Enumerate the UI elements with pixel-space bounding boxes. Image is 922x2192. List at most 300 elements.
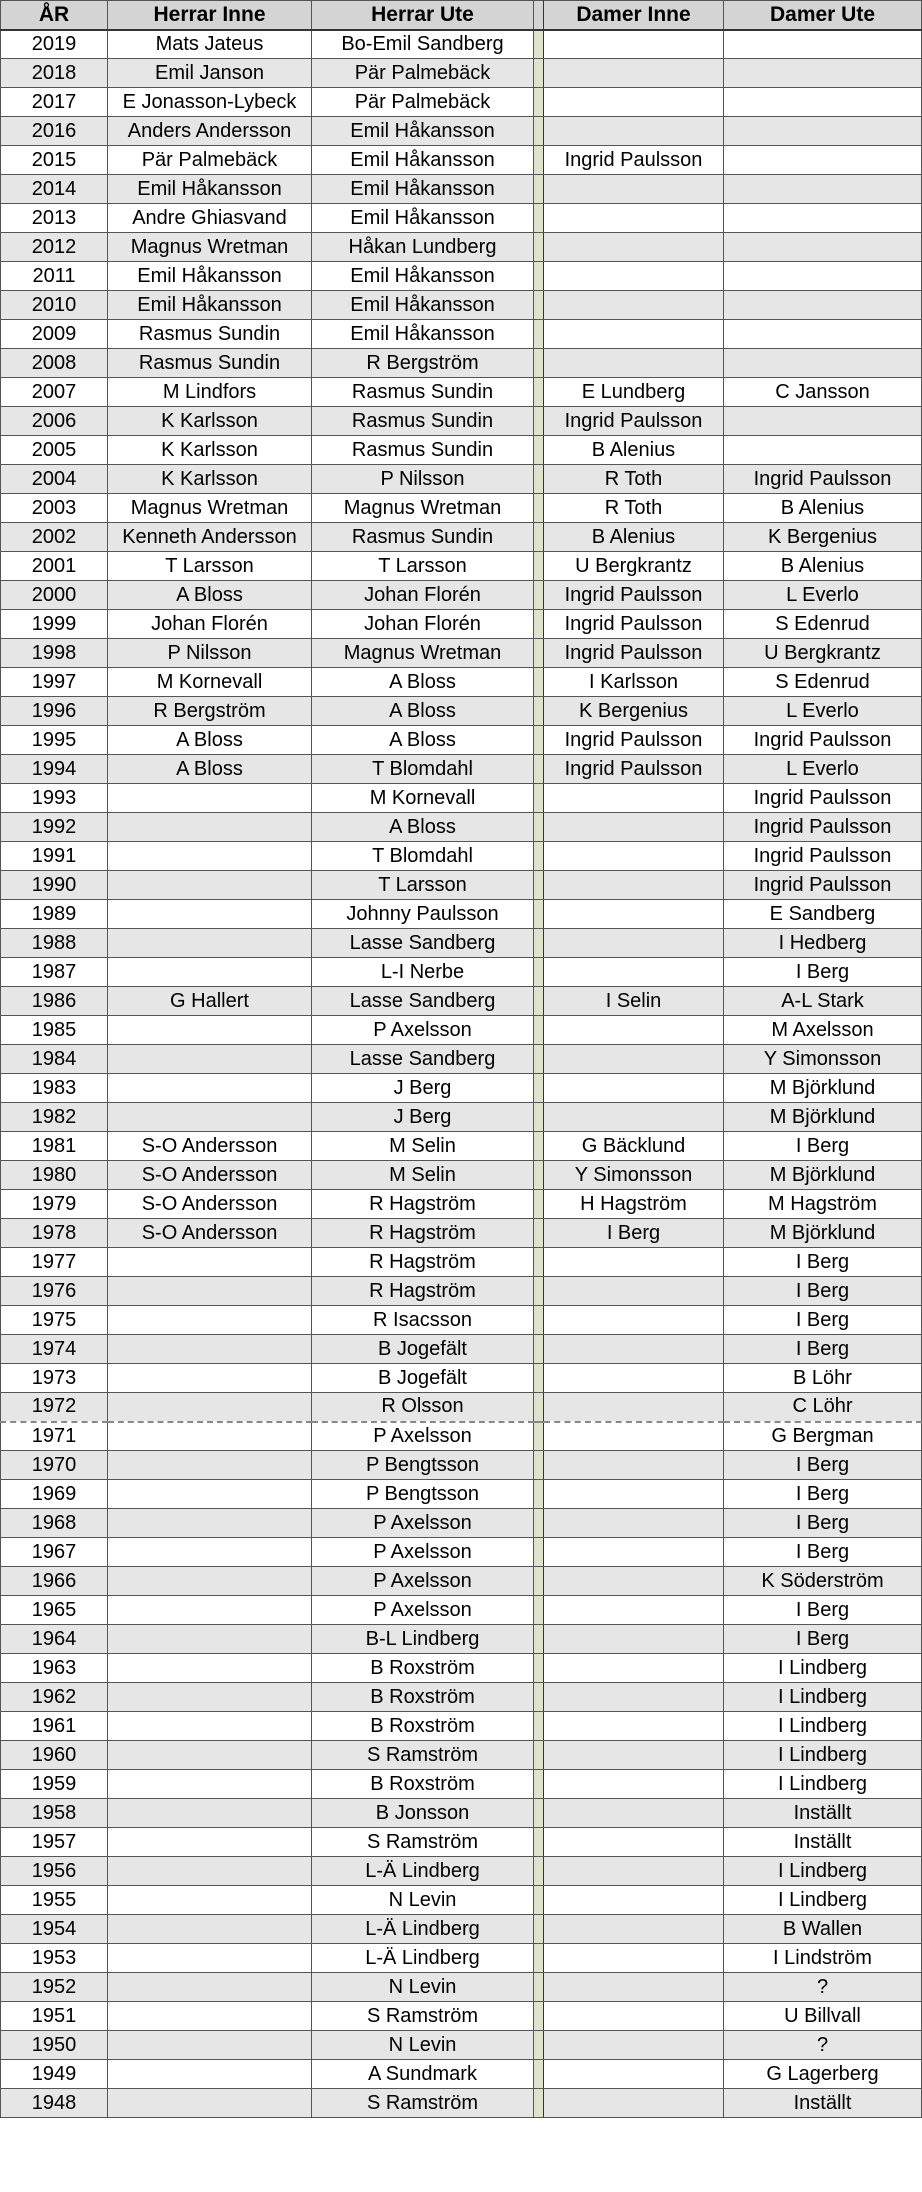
cell-herrar-ute: A Bloss [312, 726, 534, 755]
cell-damer-inne: Ingrid Paulsson [544, 726, 724, 755]
table-row [1, 1335, 922, 1364]
column-separator [534, 88, 544, 117]
cell-herrar-inne [108, 1567, 312, 1596]
column-separator [534, 987, 544, 1016]
cell-damer-ute: I Lindberg [724, 1770, 922, 1799]
cell-herrar-ute: T Larsson [312, 552, 534, 581]
header-herrar-inne: Herrar Inne [108, 1, 312, 30]
cell-damer-ute: I Hedberg [724, 929, 922, 958]
column-separator [534, 1451, 544, 1480]
cell-herrar-ute: Johan Florén [312, 610, 534, 639]
column-separator [534, 784, 544, 813]
cell-herrar-inne: M Lindfors [108, 378, 312, 407]
cell-damer-ute: M Axelsson [724, 1016, 922, 1045]
cell-damer-ute: I Berg [724, 1277, 922, 1306]
table-row [1, 958, 922, 987]
cell-damer-inne [544, 1857, 724, 1886]
table-row [1, 436, 922, 465]
column-separator [534, 610, 544, 639]
cell-year: 2006 [1, 407, 108, 436]
cell-herrar-inne [108, 1277, 312, 1306]
table-row [1, 175, 922, 204]
cell-herrar-ute: R Bergström [312, 349, 534, 378]
table-row [1, 1306, 922, 1335]
header-damer-inne: Damer Inne [544, 1, 724, 30]
cell-damer-inne [544, 1016, 724, 1045]
column-separator [534, 1480, 544, 1509]
cell-year: 1959 [1, 1770, 108, 1799]
table-row [1, 320, 922, 349]
cell-damer-inne: E Lundberg [544, 378, 724, 407]
column-separator [534, 59, 544, 88]
cell-damer-ute: I Berg [724, 1248, 922, 1277]
cell-damer-inne: Ingrid Paulsson [544, 610, 724, 639]
cell-herrar-ute: T Blomdahl [312, 842, 534, 871]
cell-damer-inne [544, 1451, 724, 1480]
cell-year: 2001 [1, 552, 108, 581]
cell-damer-inne [544, 320, 724, 349]
cell-damer-inne [544, 1248, 724, 1277]
column-separator [534, 1248, 544, 1277]
cell-herrar-ute: N Levin [312, 1973, 534, 2002]
column-separator [534, 2002, 544, 2031]
cell-damer-inne [544, 1915, 724, 1944]
cell-damer-inne [544, 1625, 724, 1654]
column-separator [534, 900, 544, 929]
table-row [1, 1625, 922, 1654]
cell-year: 1987 [1, 958, 108, 987]
cell-damer-inne [544, 1683, 724, 1712]
cell-herrar-ute: P Axelsson [312, 1422, 534, 1451]
cell-herrar-inne: Emil Håkansson [108, 291, 312, 320]
cell-year: 1999 [1, 610, 108, 639]
column-separator [534, 2060, 544, 2089]
table-row [1, 552, 922, 581]
cell-herrar-ute: P Axelsson [312, 1538, 534, 1567]
cell-herrar-inne [108, 958, 312, 987]
cell-herrar-ute: Pär Palmebäck [312, 59, 534, 88]
cell-damer-inne [544, 2031, 724, 2060]
cell-year: 1956 [1, 1857, 108, 1886]
column-separator [534, 320, 544, 349]
cell-herrar-inne: A Bloss [108, 755, 312, 784]
cell-herrar-inne [108, 1654, 312, 1683]
cell-damer-ute: Inställt [724, 1799, 922, 1828]
table-row [1, 987, 922, 1016]
cell-year: 1979 [1, 1190, 108, 1219]
column-separator [534, 1306, 544, 1335]
cell-herrar-ute: Magnus Wretman [312, 639, 534, 668]
cell-year: 1978 [1, 1219, 108, 1248]
cell-damer-ute: S Edenrud [724, 668, 922, 697]
column-separator [534, 349, 544, 378]
table-row [1, 726, 922, 755]
cell-herrar-inne [108, 1074, 312, 1103]
cell-herrar-inne [108, 1770, 312, 1799]
cell-damer-ute [724, 117, 922, 146]
cell-damer-inne [544, 2060, 724, 2089]
cell-damer-inne [544, 1480, 724, 1509]
cell-damer-inne: B Alenius [544, 436, 724, 465]
cell-damer-ute: I Lindberg [724, 1857, 922, 1886]
cell-damer-ute: L Everlo [724, 755, 922, 784]
column-separator [534, 1132, 544, 1161]
cell-herrar-ute: S Ramström [312, 1828, 534, 1857]
cell-damer-ute: Inställt [724, 2089, 922, 2118]
column-separator [534, 1857, 544, 1886]
cell-herrar-inne [108, 1016, 312, 1045]
cell-herrar-inne: Emil Håkansson [108, 175, 312, 204]
cell-year: 1977 [1, 1248, 108, 1277]
cell-herrar-ute: R Hagström [312, 1248, 534, 1277]
column-separator [534, 1277, 544, 1306]
cell-damer-ute: I Lindberg [724, 1654, 922, 1683]
cell-damer-inne [544, 1277, 724, 1306]
cell-herrar-inne [108, 2002, 312, 2031]
cell-year: 1981 [1, 1132, 108, 1161]
column-separator [534, 1538, 544, 1567]
cell-year: 2014 [1, 175, 108, 204]
cell-herrar-inne [108, 1480, 312, 1509]
cell-damer-inne: G Bäcklund [544, 1132, 724, 1161]
table-row [1, 117, 922, 146]
column-separator [534, 1625, 544, 1654]
cell-herrar-ute: L-Ä Lindberg [312, 1944, 534, 1973]
cell-herrar-ute: B Roxström [312, 1770, 534, 1799]
cell-herrar-inne [108, 1915, 312, 1944]
cell-damer-inne [544, 1741, 724, 1770]
cell-herrar-inne: Anders Andersson [108, 117, 312, 146]
cell-damer-inne: B Alenius [544, 523, 724, 552]
cell-damer-inne: Ingrid Paulsson [544, 146, 724, 175]
cell-year: 1982 [1, 1103, 108, 1132]
column-separator [534, 2089, 544, 2118]
cell-herrar-inne: T Larsson [108, 552, 312, 581]
cell-herrar-inne [108, 1306, 312, 1335]
cell-herrar-ute: Rasmus Sundin [312, 436, 534, 465]
cell-herrar-ute: B Roxström [312, 1683, 534, 1712]
cell-year: 2019 [1, 30, 108, 59]
table-row [1, 204, 922, 233]
column-separator [534, 494, 544, 523]
cell-herrar-ute: R Hagström [312, 1190, 534, 1219]
cell-damer-ute: M Hagström [724, 1190, 922, 1219]
cell-herrar-inne [108, 900, 312, 929]
cell-herrar-inne: E Jonasson-Lybeck [108, 88, 312, 117]
cell-herrar-ute: M Kornevall [312, 784, 534, 813]
cell-herrar-ute: R Olsson [312, 1393, 534, 1422]
cell-herrar-inne: G Hallert [108, 987, 312, 1016]
cell-damer-inne [544, 1509, 724, 1538]
cell-herrar-ute: Lasse Sandberg [312, 1045, 534, 1074]
cell-herrar-inne [108, 842, 312, 871]
cell-herrar-inne: K Karlsson [108, 465, 312, 494]
cell-damer-ute: I Berg [724, 1596, 922, 1625]
cell-damer-inne: R Toth [544, 494, 724, 523]
cell-damer-inne [544, 291, 724, 320]
cell-herrar-inne [108, 1451, 312, 1480]
cell-herrar-inne: Magnus Wretman [108, 233, 312, 262]
cell-year: 1971 [1, 1422, 108, 1451]
cell-damer-ute: C Löhr [724, 1393, 922, 1422]
cell-herrar-inne [108, 784, 312, 813]
table-row [1, 1799, 922, 1828]
cell-damer-ute: I Berg [724, 1480, 922, 1509]
cell-herrar-inne: K Karlsson [108, 436, 312, 465]
column-separator [534, 668, 544, 697]
cell-damer-inne [544, 1886, 724, 1915]
cell-herrar-inne [108, 1973, 312, 2002]
cell-year: 2005 [1, 436, 108, 465]
cell-damer-inne [544, 349, 724, 378]
column-separator [534, 291, 544, 320]
table-row [1, 1364, 922, 1393]
cell-herrar-ute: L-I Nerbe [312, 958, 534, 987]
cell-year: 2015 [1, 146, 108, 175]
cell-damer-ute [724, 175, 922, 204]
cell-damer-inne [544, 929, 724, 958]
cell-year: 1986 [1, 987, 108, 1016]
cell-damer-inne [544, 117, 724, 146]
cell-damer-inne: H Hagström [544, 1190, 724, 1219]
cell-damer-ute: I Lindberg [724, 1683, 922, 1712]
cell-damer-ute: I Berg [724, 958, 922, 987]
cell-herrar-inne: Emil Håkansson [108, 262, 312, 291]
cell-year: 2011 [1, 262, 108, 291]
cell-herrar-ute: S Ramström [312, 2002, 534, 2031]
cell-damer-ute [724, 436, 922, 465]
table-row [1, 407, 922, 436]
cell-damer-inne [544, 2002, 724, 2031]
cell-year: 1965 [1, 1596, 108, 1625]
cell-herrar-ute: A Bloss [312, 813, 534, 842]
cell-herrar-ute: T Larsson [312, 871, 534, 900]
cell-herrar-inne [108, 1886, 312, 1915]
cell-year: 1952 [1, 1973, 108, 2002]
column-separator [534, 1335, 544, 1364]
table-row [1, 291, 922, 320]
table-row [1, 233, 922, 262]
header-herrar-ute: Herrar Ute [312, 1, 534, 30]
table-row [1, 1045, 922, 1074]
column-separator [534, 1712, 544, 1741]
cell-damer-ute: L Everlo [724, 697, 922, 726]
table-row [1, 378, 922, 407]
cell-herrar-inne [108, 1799, 312, 1828]
table-row [1, 1654, 922, 1683]
cell-year: 2016 [1, 117, 108, 146]
cell-damer-inne [544, 1422, 724, 1451]
column-separator [534, 523, 544, 552]
cell-damer-ute: U Billvall [724, 2002, 922, 2031]
cell-herrar-ute: P Bengtsson [312, 1480, 534, 1509]
cell-herrar-ute: Emil Håkansson [312, 146, 534, 175]
column-separator [534, 929, 544, 958]
column-separator [534, 1683, 544, 1712]
cell-herrar-ute: Emil Håkansson [312, 175, 534, 204]
table-row [1, 813, 922, 842]
cell-damer-ute: I Berg [724, 1132, 922, 1161]
cell-year: 2000 [1, 581, 108, 610]
cell-damer-ute: Ingrid Paulsson [724, 842, 922, 871]
table-row [1, 1016, 922, 1045]
table-row [1, 1190, 922, 1219]
column-separator [534, 1364, 544, 1393]
cell-damer-inne [544, 1944, 724, 1973]
cell-damer-ute: Y Simonsson [724, 1045, 922, 1074]
cell-damer-inne [544, 1596, 724, 1625]
column-separator [534, 1828, 544, 1857]
cell-damer-ute: I Lindberg [724, 1886, 922, 1915]
cell-damer-ute: I Berg [724, 1306, 922, 1335]
column-separator [534, 1741, 544, 1770]
cell-herrar-inne: Magnus Wretman [108, 494, 312, 523]
cell-herrar-ute: N Levin [312, 2031, 534, 2060]
cell-year: 1960 [1, 1741, 108, 1770]
cell-herrar-ute: R Hagström [312, 1219, 534, 1248]
cell-herrar-inne: Rasmus Sundin [108, 320, 312, 349]
cell-herrar-ute: B Jogefält [312, 1335, 534, 1364]
column-separator [534, 1509, 544, 1538]
cell-damer-ute: I Lindberg [724, 1741, 922, 1770]
cell-damer-inne [544, 204, 724, 233]
table-row [1, 146, 922, 175]
cell-herrar-inne [108, 2089, 312, 2118]
table-row [1, 1161, 922, 1190]
cell-damer-inne: U Bergkrantz [544, 552, 724, 581]
cell-damer-ute: C Jansson [724, 378, 922, 407]
table-row [1, 1567, 922, 1596]
cell-damer-ute: Ingrid Paulsson [724, 871, 922, 900]
cell-year: 1962 [1, 1683, 108, 1712]
cell-herrar-inne [108, 1045, 312, 1074]
cell-damer-inne [544, 842, 724, 871]
table-row [1, 59, 922, 88]
cell-year: 1985 [1, 1016, 108, 1045]
cell-herrar-inne: S-O Andersson [108, 1219, 312, 1248]
cell-year: 2004 [1, 465, 108, 494]
cell-year: 2007 [1, 378, 108, 407]
table-body [1, 30, 922, 2118]
table-row [1, 1741, 922, 1770]
cell-year: 1967 [1, 1538, 108, 1567]
cell-year: 1949 [1, 2060, 108, 2089]
cell-herrar-inne [108, 1683, 312, 1712]
table-row [1, 1683, 922, 1712]
cell-damer-ute: Ingrid Paulsson [724, 465, 922, 494]
cell-herrar-ute: P Axelsson [312, 1509, 534, 1538]
cell-damer-ute: M Björklund [724, 1074, 922, 1103]
cell-damer-ute: ? [724, 2031, 922, 2060]
cell-year: 1973 [1, 1364, 108, 1393]
cell-herrar-inne: K Karlsson [108, 407, 312, 436]
table-row [1, 1480, 922, 1509]
cell-damer-inne: R Toth [544, 465, 724, 494]
cell-damer-ute [724, 30, 922, 59]
cell-damer-ute: K Bergenius [724, 523, 922, 552]
cell-damer-ute: I Berg [724, 1509, 922, 1538]
cell-herrar-inne [108, 1596, 312, 1625]
cell-herrar-ute: M Selin [312, 1161, 534, 1190]
cell-year: 2009 [1, 320, 108, 349]
cell-herrar-inne [108, 1364, 312, 1393]
cell-herrar-ute: Emil Håkansson [312, 262, 534, 291]
cell-herrar-inne [108, 1422, 312, 1451]
cell-damer-ute: L Everlo [724, 581, 922, 610]
cell-herrar-ute: P Bengtsson [312, 1451, 534, 1480]
column-separator [534, 117, 544, 146]
cell-herrar-ute: Håkan Lundberg [312, 233, 534, 262]
table-row [1, 1103, 922, 1132]
cell-year: 2013 [1, 204, 108, 233]
table-row [1, 639, 922, 668]
table-row [1, 1393, 922, 1422]
cell-damer-inne [544, 1973, 724, 2002]
cell-year: 1957 [1, 1828, 108, 1857]
table-row [1, 871, 922, 900]
table-row [1, 842, 922, 871]
cell-herrar-ute: Emil Håkansson [312, 117, 534, 146]
column-separator [534, 407, 544, 436]
cell-damer-inne: I Karlsson [544, 668, 724, 697]
table-row [1, 1422, 922, 1451]
cell-herrar-ute: R Hagström [312, 1277, 534, 1306]
cell-year: 1955 [1, 1886, 108, 1915]
cell-herrar-inne: Andre Ghiasvand [108, 204, 312, 233]
cell-herrar-ute: Emil Håkansson [312, 204, 534, 233]
cell-herrar-ute: S Ramström [312, 1741, 534, 1770]
cell-herrar-inne [108, 1828, 312, 1857]
table-row [1, 494, 922, 523]
cell-year: 1969 [1, 1480, 108, 1509]
column-separator [534, 204, 544, 233]
cell-damer-inne: Ingrid Paulsson [544, 639, 724, 668]
cell-damer-inne: I Berg [544, 1219, 724, 1248]
column-separator [534, 1886, 544, 1915]
cell-herrar-ute: B Jogefält [312, 1364, 534, 1393]
cell-damer-ute [724, 88, 922, 117]
cell-damer-inne [544, 2089, 724, 2118]
cell-year: 1989 [1, 900, 108, 929]
table-row [1, 1886, 922, 1915]
cell-damer-ute: I Berg [724, 1335, 922, 1364]
cell-herrar-inne [108, 1625, 312, 1654]
column-separator [534, 1596, 544, 1625]
cell-damer-inne [544, 958, 724, 987]
cell-year: 1998 [1, 639, 108, 668]
cell-damer-ute: A-L Stark [724, 987, 922, 1016]
column-separator [534, 958, 544, 987]
column-separator [534, 233, 544, 262]
table-row [1, 1596, 922, 1625]
column-separator [534, 1944, 544, 1973]
cell-year: 1984 [1, 1045, 108, 1074]
column-separator [534, 1393, 544, 1422]
cell-herrar-inne [108, 1741, 312, 1770]
column-separator [534, 1074, 544, 1103]
column-separator [534, 262, 544, 291]
cell-herrar-inne [108, 1857, 312, 1886]
table-row [1, 1828, 922, 1857]
cell-herrar-ute: S Ramström [312, 2089, 534, 2118]
cell-herrar-inne: Mats Jateus [108, 30, 312, 59]
cell-damer-inne: K Bergenius [544, 697, 724, 726]
cell-herrar-inne [108, 1248, 312, 1277]
cell-damer-ute [724, 262, 922, 291]
table-row [1, 1277, 922, 1306]
column-separator [534, 871, 544, 900]
table-row [1, 1770, 922, 1799]
